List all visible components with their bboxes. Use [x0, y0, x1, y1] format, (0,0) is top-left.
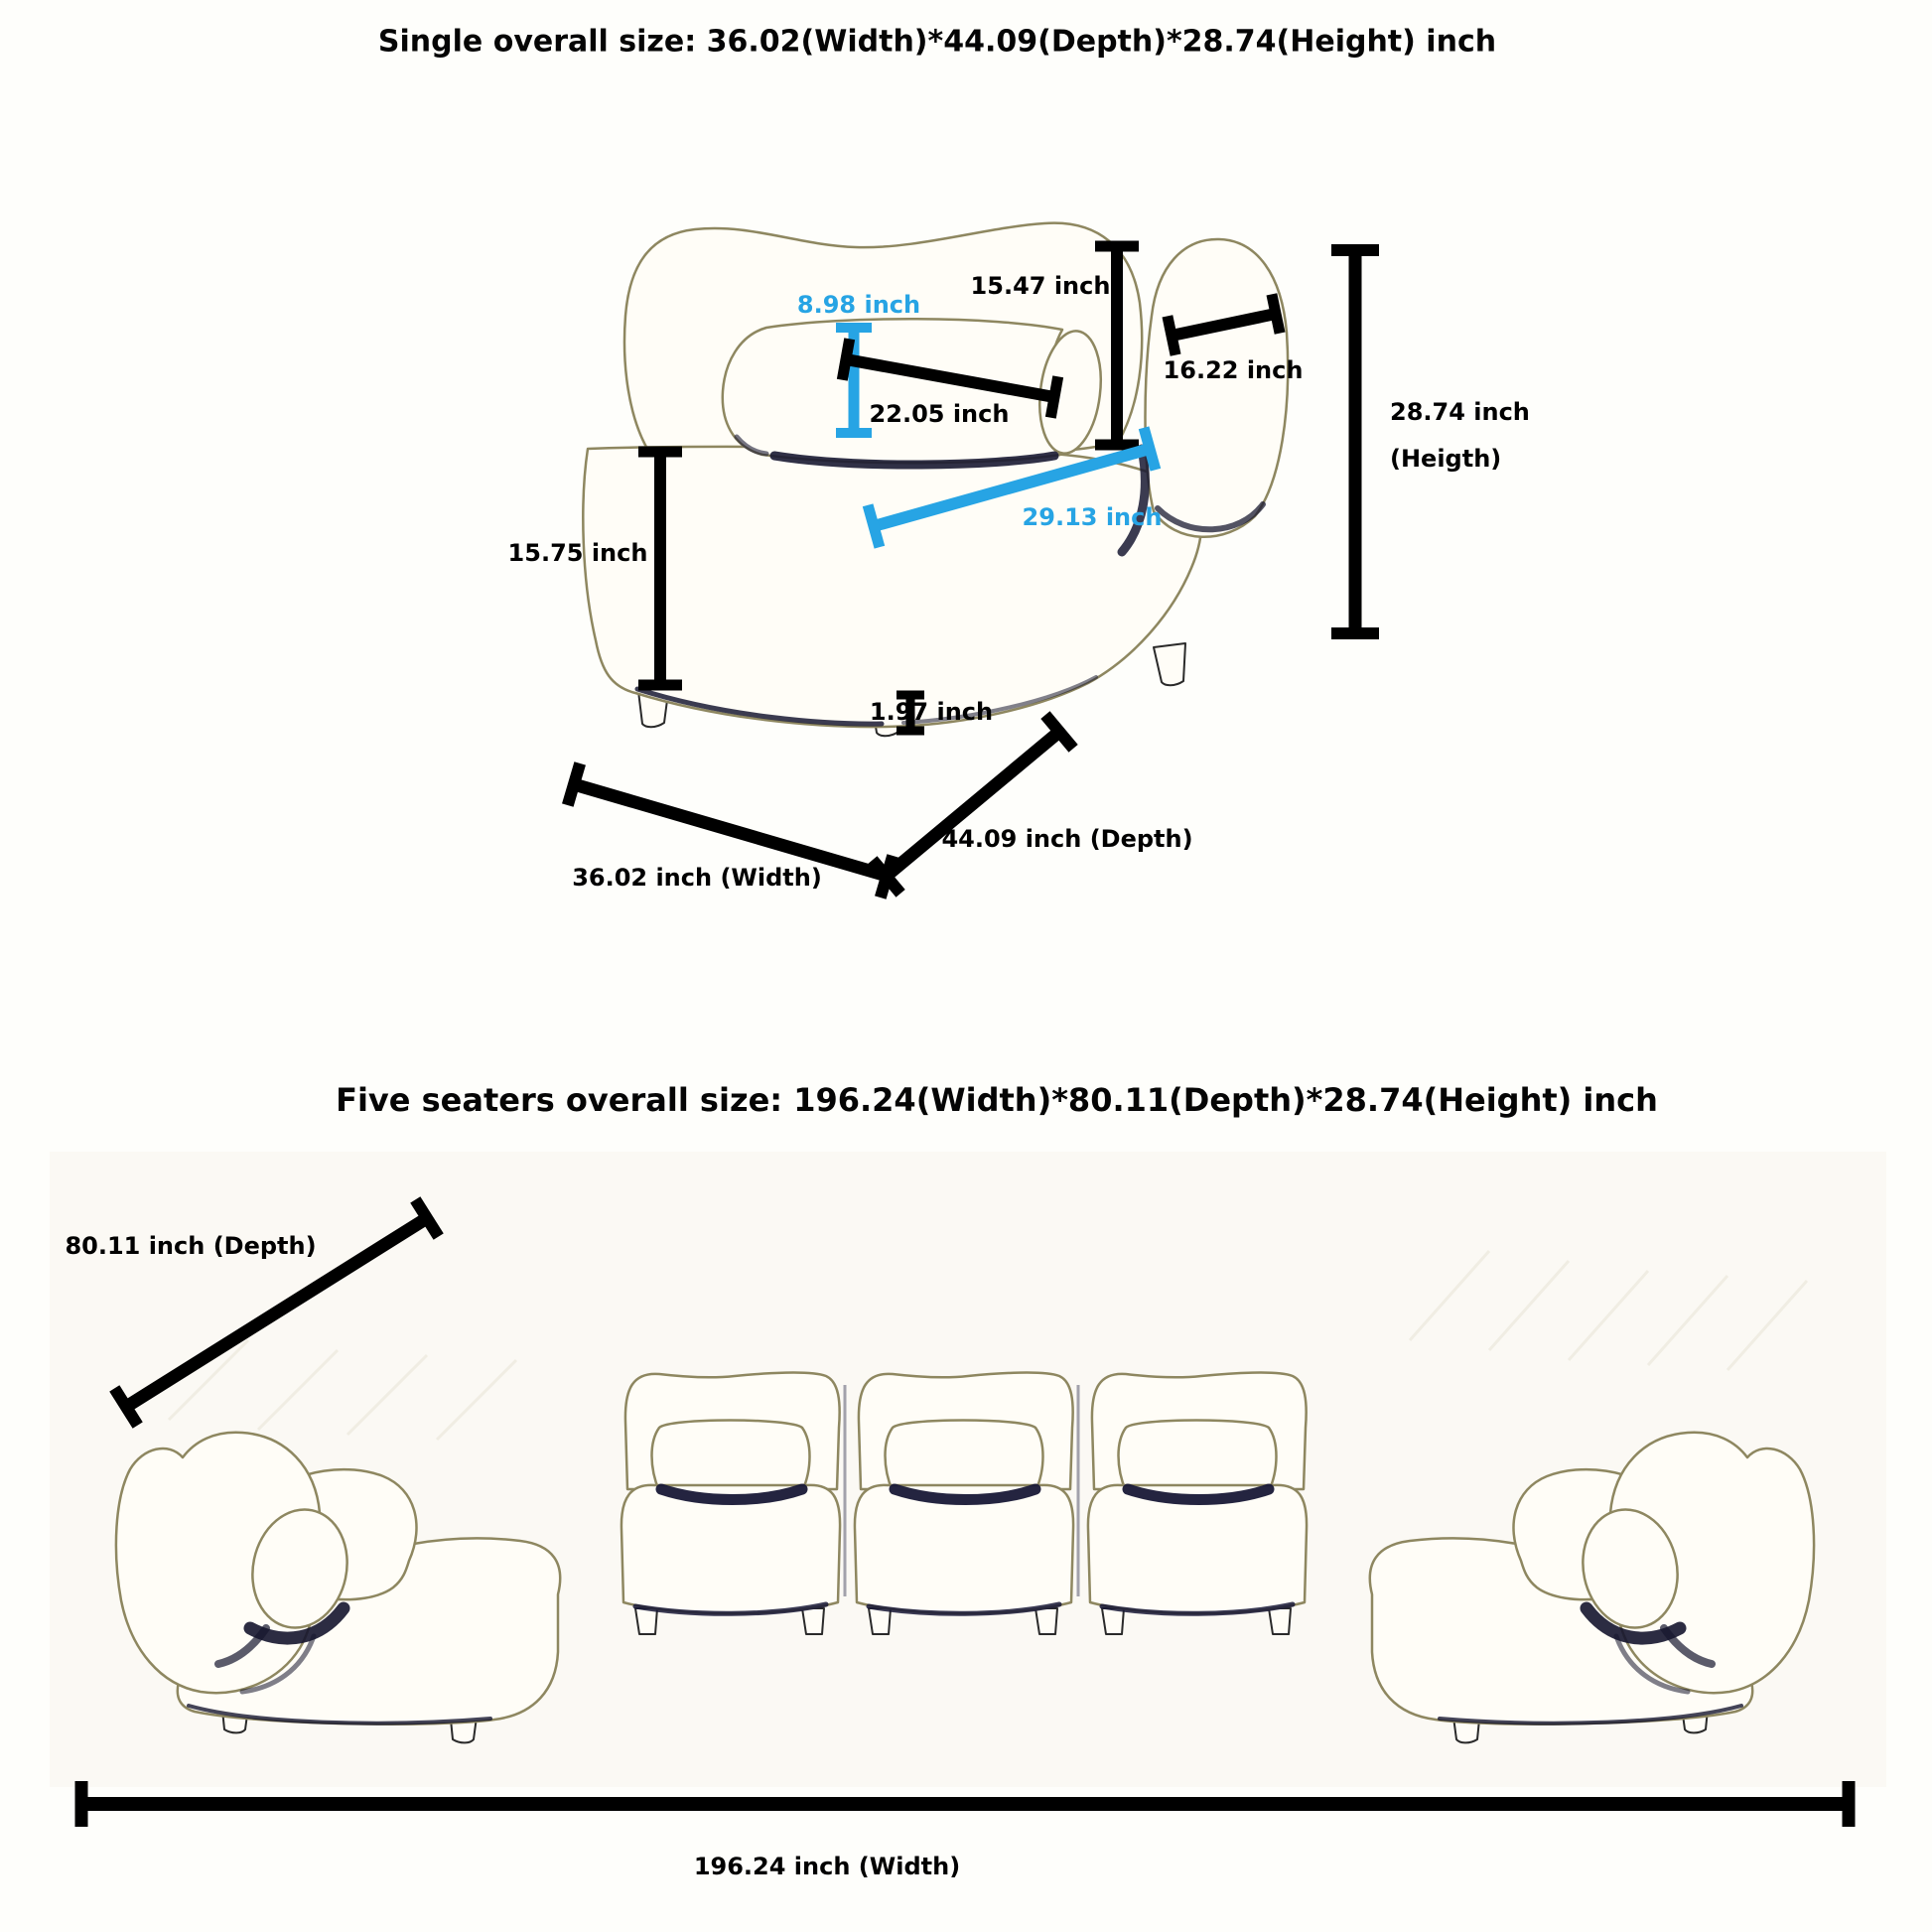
five-middle-module-1: [621, 1373, 840, 1634]
label-pillow-length: 22.05 inch: [869, 400, 1010, 428]
single-chair-sketch: [583, 223, 1288, 737]
dim-bar-overall-height: [1331, 250, 1379, 633]
label-overall-height-caption: (Heigth): [1390, 445, 1502, 473]
label-back-height: 15.47 inch: [970, 272, 1111, 300]
label-overall-height-value: 28.74 inch: [1390, 398, 1530, 426]
dim-bar-overall-depth: [873, 715, 1073, 894]
five-middle-module-3: [1088, 1373, 1307, 1634]
five-middle-module-2: [855, 1373, 1073, 1634]
label-pillow-height: 8.98 inch: [796, 291, 921, 319]
single-figure-title: Single overall size: 36.02(Width)*44.09(Depth)*28.74(Height) inch: [377, 24, 1497, 60]
label-five-width: 196.24 inch (Width): [693, 1853, 961, 1880]
label-seat-height: 15.75 inch: [507, 539, 648, 567]
label-overall-depth: 44.09 inch (Depth): [941, 825, 1193, 853]
label-seat-width: 29.13 inch: [1022, 503, 1163, 531]
label-overall-width: 36.02 inch (Width): [572, 864, 822, 892]
label-leg-height: 1.97 inch: [869, 698, 994, 726]
label-backrest-width: 16.22 inch: [1163, 356, 1304, 384]
label-five-depth: 80.11 inch (Depth): [65, 1232, 317, 1260]
single-armrest-outline: [1146, 239, 1289, 537]
dim-bar-five-width: [81, 1781, 1849, 1827]
five-figure-title: Five seaters overall size: 196.24(Width)*80.11(Depth)*28.74(Height) inch: [336, 1081, 1658, 1119]
